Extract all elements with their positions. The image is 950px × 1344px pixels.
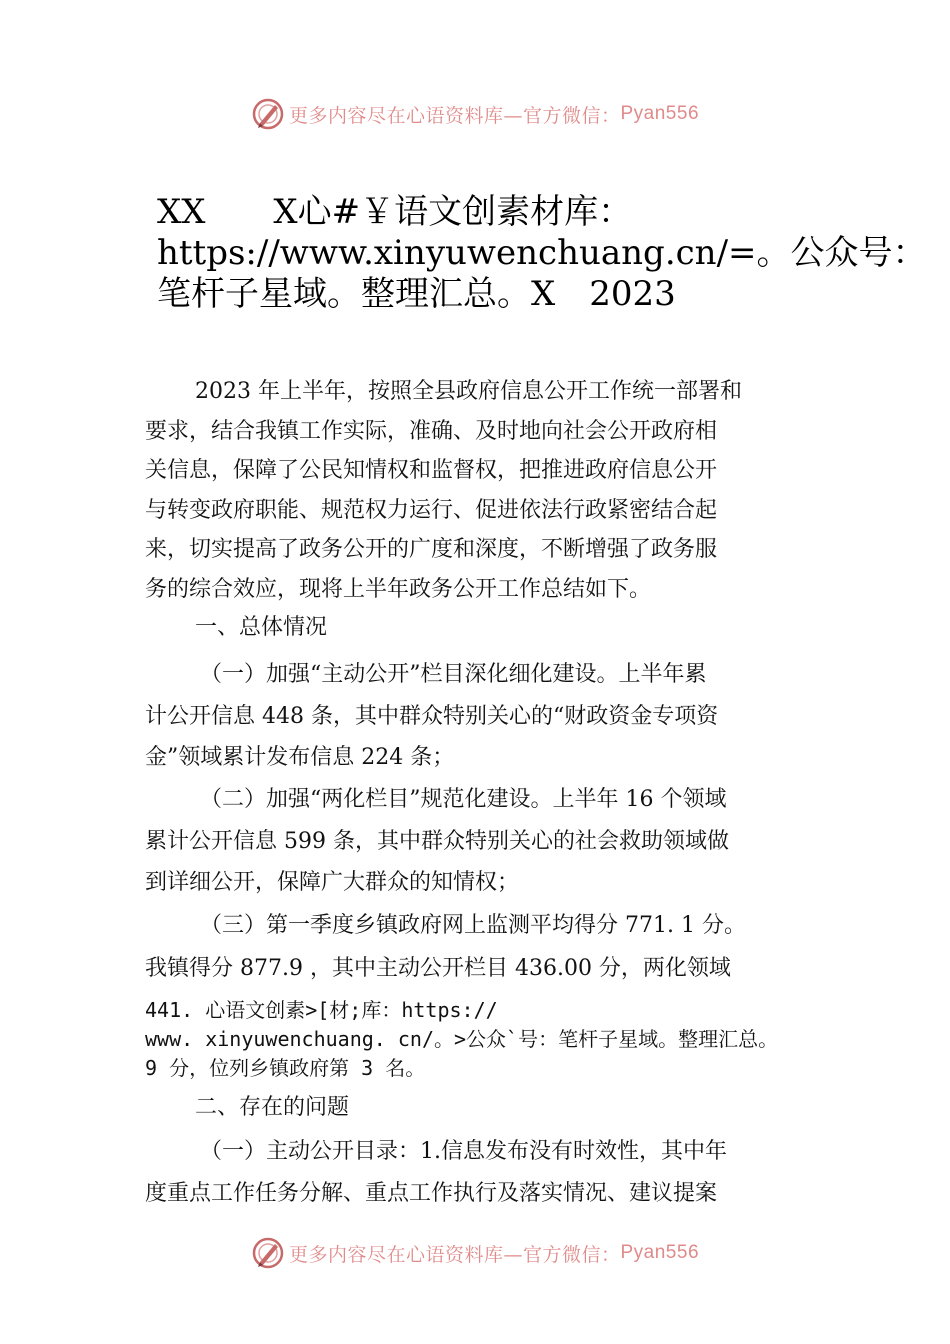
paragraph-line: 务的综合效应，现将上半年政务公开工作总结如下。 — [145, 576, 652, 602]
pen-logo-icon — [251, 1236, 285, 1270]
problem-1-paragraph — [145, 1131, 845, 1215]
watermark-banner-bottom — [0, 1233, 950, 1273]
pen-logo-icon — [251, 97, 285, 131]
mono-line: 441. 心语文创素>[材;库：https:// — [145, 998, 498, 1022]
paragraph-line: （二）加强“两化栏目”规范化建设。上半年 16 个领域 — [200, 787, 727, 812]
paragraph-line: （一）主动公开目录：1.信息发布没有时效性，其中年 — [200, 1139, 727, 1164]
paragraph-line: 到详细公开，保障广大群众的知情权； — [145, 870, 520, 895]
title-line: XX X心#￥语文创素材库： — [157, 192, 633, 232]
watermark-inline-block — [145, 996, 865, 1083]
paragraph-line: 金”领域累计发布信息 224 条； — [145, 745, 455, 770]
watermark-text: 更多内容尽在心语资料库—官方微信： — [288, 104, 621, 127]
paragraph-line: 与转变政府职能、规范权力运行、促进依法行政紧密结合起 — [145, 497, 718, 523]
paragraph-line: 累计公开信息 599 条，其中群众特别关心的社会救助领域做 — [145, 828, 729, 854]
document-title — [157, 192, 927, 315]
paragraph-line: 计公开信息 448 条，其中群众特别关心的“财政资金专项资 — [145, 703, 719, 729]
mono-line: 9 分，位列乡镇政府第 3 名。 — [145, 1056, 426, 1080]
paragraph-line: 要求，结合我镇工作实际，准确、及时地向社会公开政府相 — [145, 418, 718, 444]
section-heading-overview: 一、总体情况 — [195, 615, 328, 640]
intro-paragraph — [145, 372, 845, 609]
paragraph-line: 关信息，保障了公民知情权和监督权，把推进政府信息公开 — [145, 458, 718, 483]
mono-line: www. xinyuwenchuang. cn/。>公众`号：笔杆子星域。整理汇总。 — [145, 1027, 779, 1051]
watermark-text: 更多内容尽在心语资料库—官方微信： — [288, 1243, 621, 1266]
paragraph-line: 我镇得分 877.9 ，其中主动公开栏目 436.00 分，两化领域 — [145, 956, 731, 981]
paragraph-line: （一）加强“主动公开”栏目深化细化建设。上半年累 — [200, 662, 707, 687]
paragraph-line: 2023 年上半年，按照全县政府信息公开工作统一部署和 — [195, 379, 742, 404]
watermark-banner-top — [0, 94, 950, 134]
item-2-paragraph — [145, 779, 845, 904]
item-1-paragraph — [145, 654, 845, 779]
item-3-paragraph — [145, 904, 845, 990]
watermark-wechat-id: Pyan556 — [620, 1242, 700, 1263]
paragraph-line: （三）第一季度乡镇政府网上监测平均得分 771. 1 分。 — [200, 913, 746, 938]
title-line: https://www.xinyuwenchuang.cn/=。公众号： — [157, 233, 927, 273]
paragraph-line: 度重点工作任务分解、重点工作执行及落实情况、建议提案 — [145, 1181, 718, 1206]
paragraph-line: 来，切实提高了政务公开的广度和深度，不断增强了政务服 — [145, 537, 718, 562]
title-line: 笔杆子星域。整理汇总。X 2023 — [157, 274, 676, 314]
section-heading-problems: 二、存在的问题 — [195, 1095, 350, 1120]
watermark-wechat-id: Pyan556 — [620, 103, 700, 124]
